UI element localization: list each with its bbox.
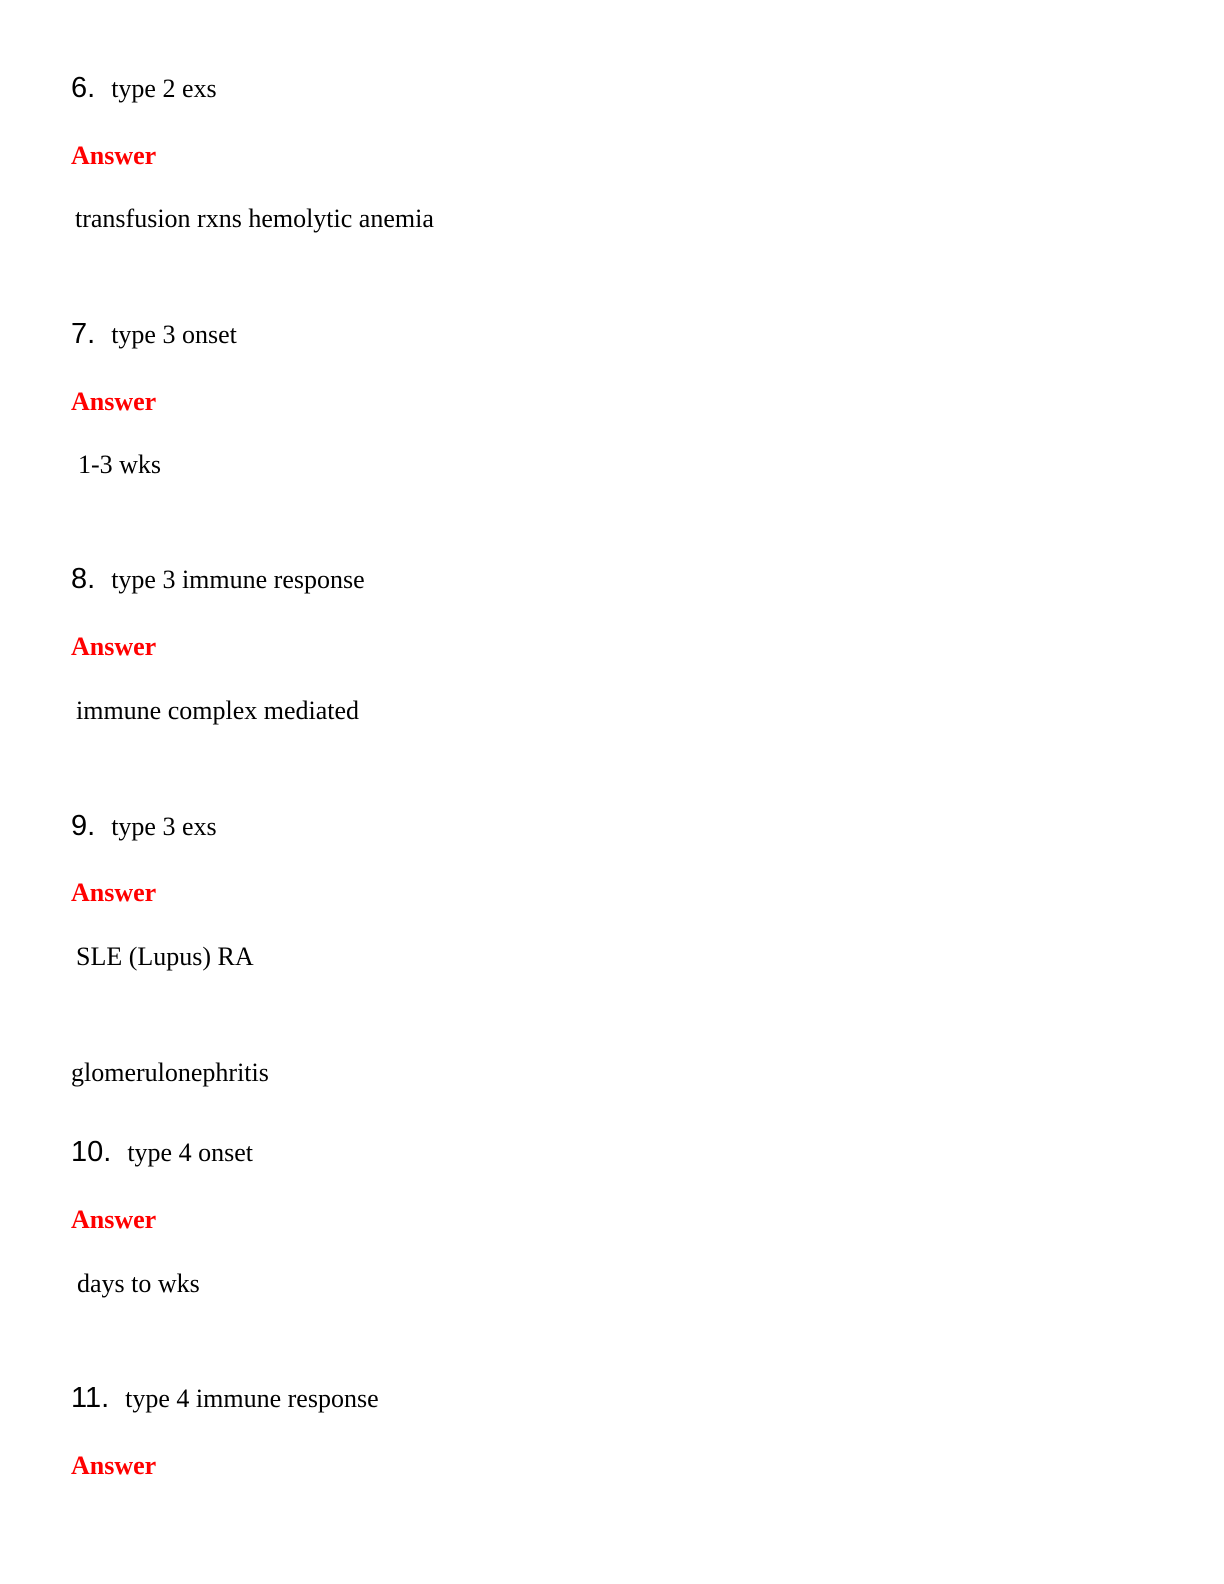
question-text: type 2 exs	[111, 74, 217, 103]
question-number: 11.	[71, 1382, 110, 1414]
question-text: type 4 immune response	[125, 1384, 379, 1413]
question-11	[71, 1384, 379, 1413]
answer-text: transfusion rxns hemolytic anemia	[75, 204, 434, 233]
answer-label: Answer	[71, 1205, 157, 1234]
question-text: type 3 immune response	[111, 565, 365, 594]
question-number: 9.	[71, 810, 96, 842]
question-text: type 4 onset	[127, 1138, 253, 1167]
answer-text: glomerulonephritis	[71, 1058, 269, 1087]
question-7	[71, 320, 237, 349]
answer-text: SLE (Lupus) RA	[76, 942, 254, 971]
answer-label: Answer	[71, 878, 157, 907]
question-text: type 3 onset	[111, 320, 237, 349]
answer-label: Answer	[71, 387, 157, 416]
question-8	[71, 565, 365, 594]
question-6	[71, 74, 217, 103]
question-10	[71, 1138, 253, 1167]
answer-text: days to wks	[77, 1269, 200, 1298]
question-text: type 3 exs	[111, 812, 217, 841]
question-9	[71, 812, 217, 841]
question-number: 6.	[71, 72, 96, 104]
answer-label: Answer	[71, 141, 157, 170]
question-number: 7.	[71, 318, 96, 350]
answer-label: Answer	[71, 1451, 157, 1480]
answer-text: 1-3 wks	[78, 450, 162, 479]
answer-label: Answer	[71, 632, 157, 661]
question-number: 8.	[71, 563, 96, 595]
question-number: 10.	[71, 1136, 112, 1168]
answer-text: immune complex mediated	[76, 696, 360, 725]
